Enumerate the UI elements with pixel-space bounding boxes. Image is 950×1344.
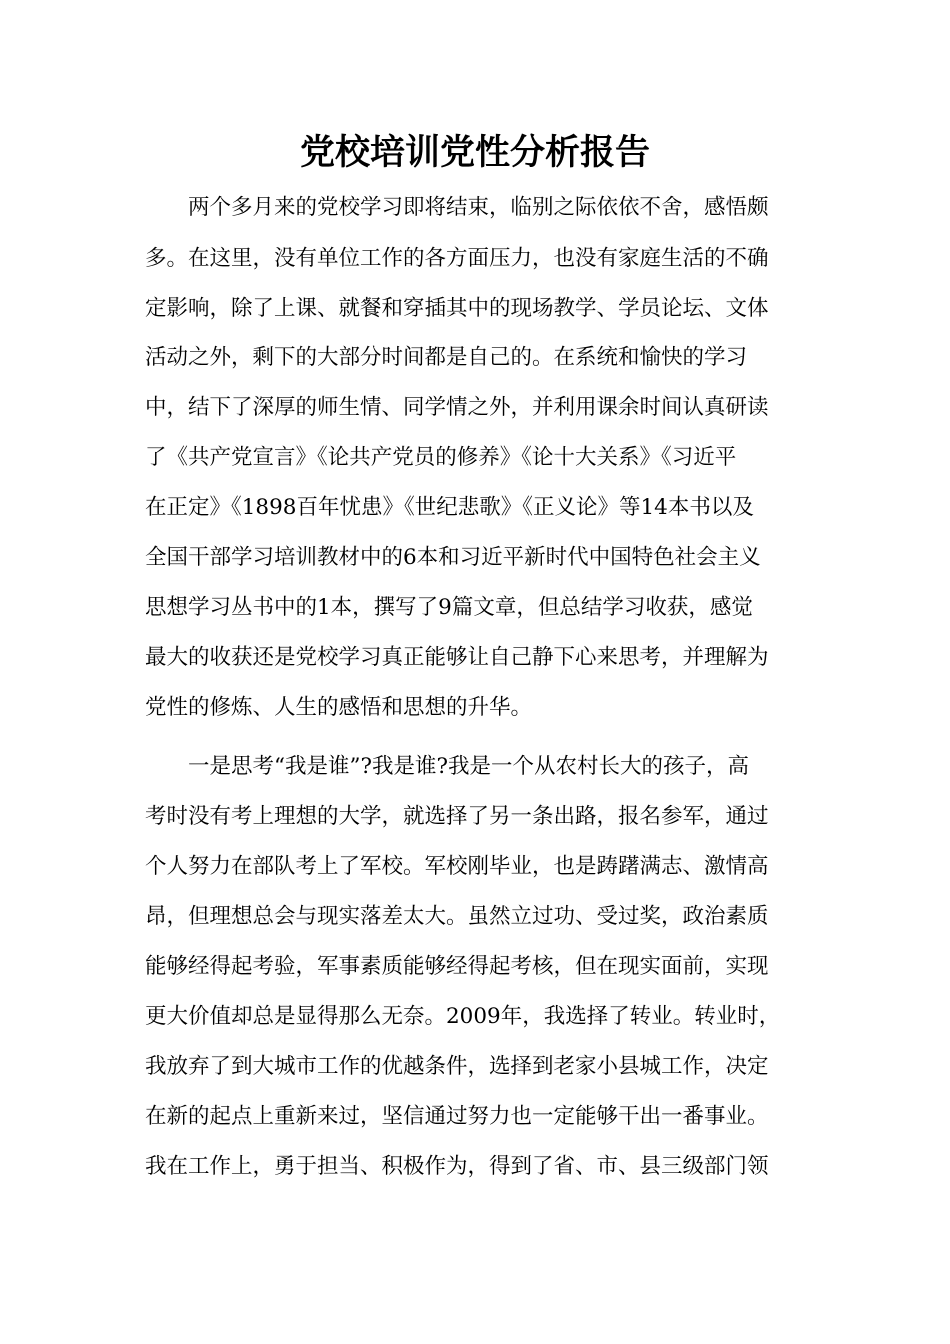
paragraph-1-line-3: 定影响，除了上课、就餐和穿插其中的现场教学、学员论坛、文体 (145, 296, 769, 321)
paragraph-1-line-7: 在正定》《1898百年忧患》《世纪悲歌》《正义论》等14本书以及 (145, 495, 754, 520)
paragraph-2-line-2: 考时没有考上理想的大学，就选择了另一条出路，报名参军，通过 (145, 804, 769, 829)
paragraph-1-line-10: 最大的收获还是党校学习真正能够让自己静下心来思考，并理解为 (145, 645, 769, 670)
paragraph-1-line-8: 全国干部学习培训教材中的6本和习近平新时代中国特色社会主义 (145, 545, 761, 570)
paragraph-1-line-11: 党性的修炼、人生的感悟和思想的升华。 (145, 695, 533, 720)
paragraph-1-line-2: 多。在这里，没有单位工作的各方面压力，也没有家庭生活的不确 (145, 246, 769, 271)
document-title: 党校培训党性分析报告 (299, 132, 650, 173)
paragraph-2-line-9: 我在工作上，勇于担当、积极作为，得到了省、市、县三级部门领 (145, 1154, 769, 1179)
paragraph-2-line-1: 一是思考“我是谁”?我是谁?我是一个从农村长大的孩子，高 (188, 754, 750, 779)
paragraph-1-line-1: 两个多月来的党校学习即将结束，临别之际依依不舍，感悟颇 (188, 195, 769, 220)
paragraph-2-line-5: 能够经得起考验，军事素质能够经得起考核，但在现实面前，实现 (145, 954, 769, 979)
paragraph-2-line-7: 我放弃了到大城市工作的优越条件，选择到老家小县城工作，决定 (145, 1054, 769, 1079)
paragraph-1-line-4: 活动之外，剩下的大部分时间都是自己的。在系统和愉快的学习 (145, 345, 748, 370)
paragraph-1-line-6: 了《共产党宣言》《论共产党员的修养》《论十大关系》《习近平 (145, 445, 737, 470)
paragraph-2-line-3: 个人努力在部队考上了军校。军校刚毕业，也是踌躇满志、激情高 (145, 854, 769, 879)
paragraph-2-line-4: 昂，但理想总会与现实落差太大。虽然立过功、受过奖，政治素质 (145, 904, 769, 929)
paragraph-1-line-9: 思想学习丛书中的1本，撰写了9篇文章，但总结学习收获，感觉 (145, 595, 753, 620)
paragraph-2-line-6: 更大价值却总是显得那么无奈。2009年，我选择了转业。转业时， (145, 1004, 781, 1029)
paragraph-2-line-8: 在新的起点上重新来过，坚信通过努力也一定能够干出一番事业。 (145, 1104, 769, 1129)
paragraph-1-line-5: 中，结下了深厚的师生情、同学情之外，并利用课余时间认真研读 (145, 395, 769, 420)
